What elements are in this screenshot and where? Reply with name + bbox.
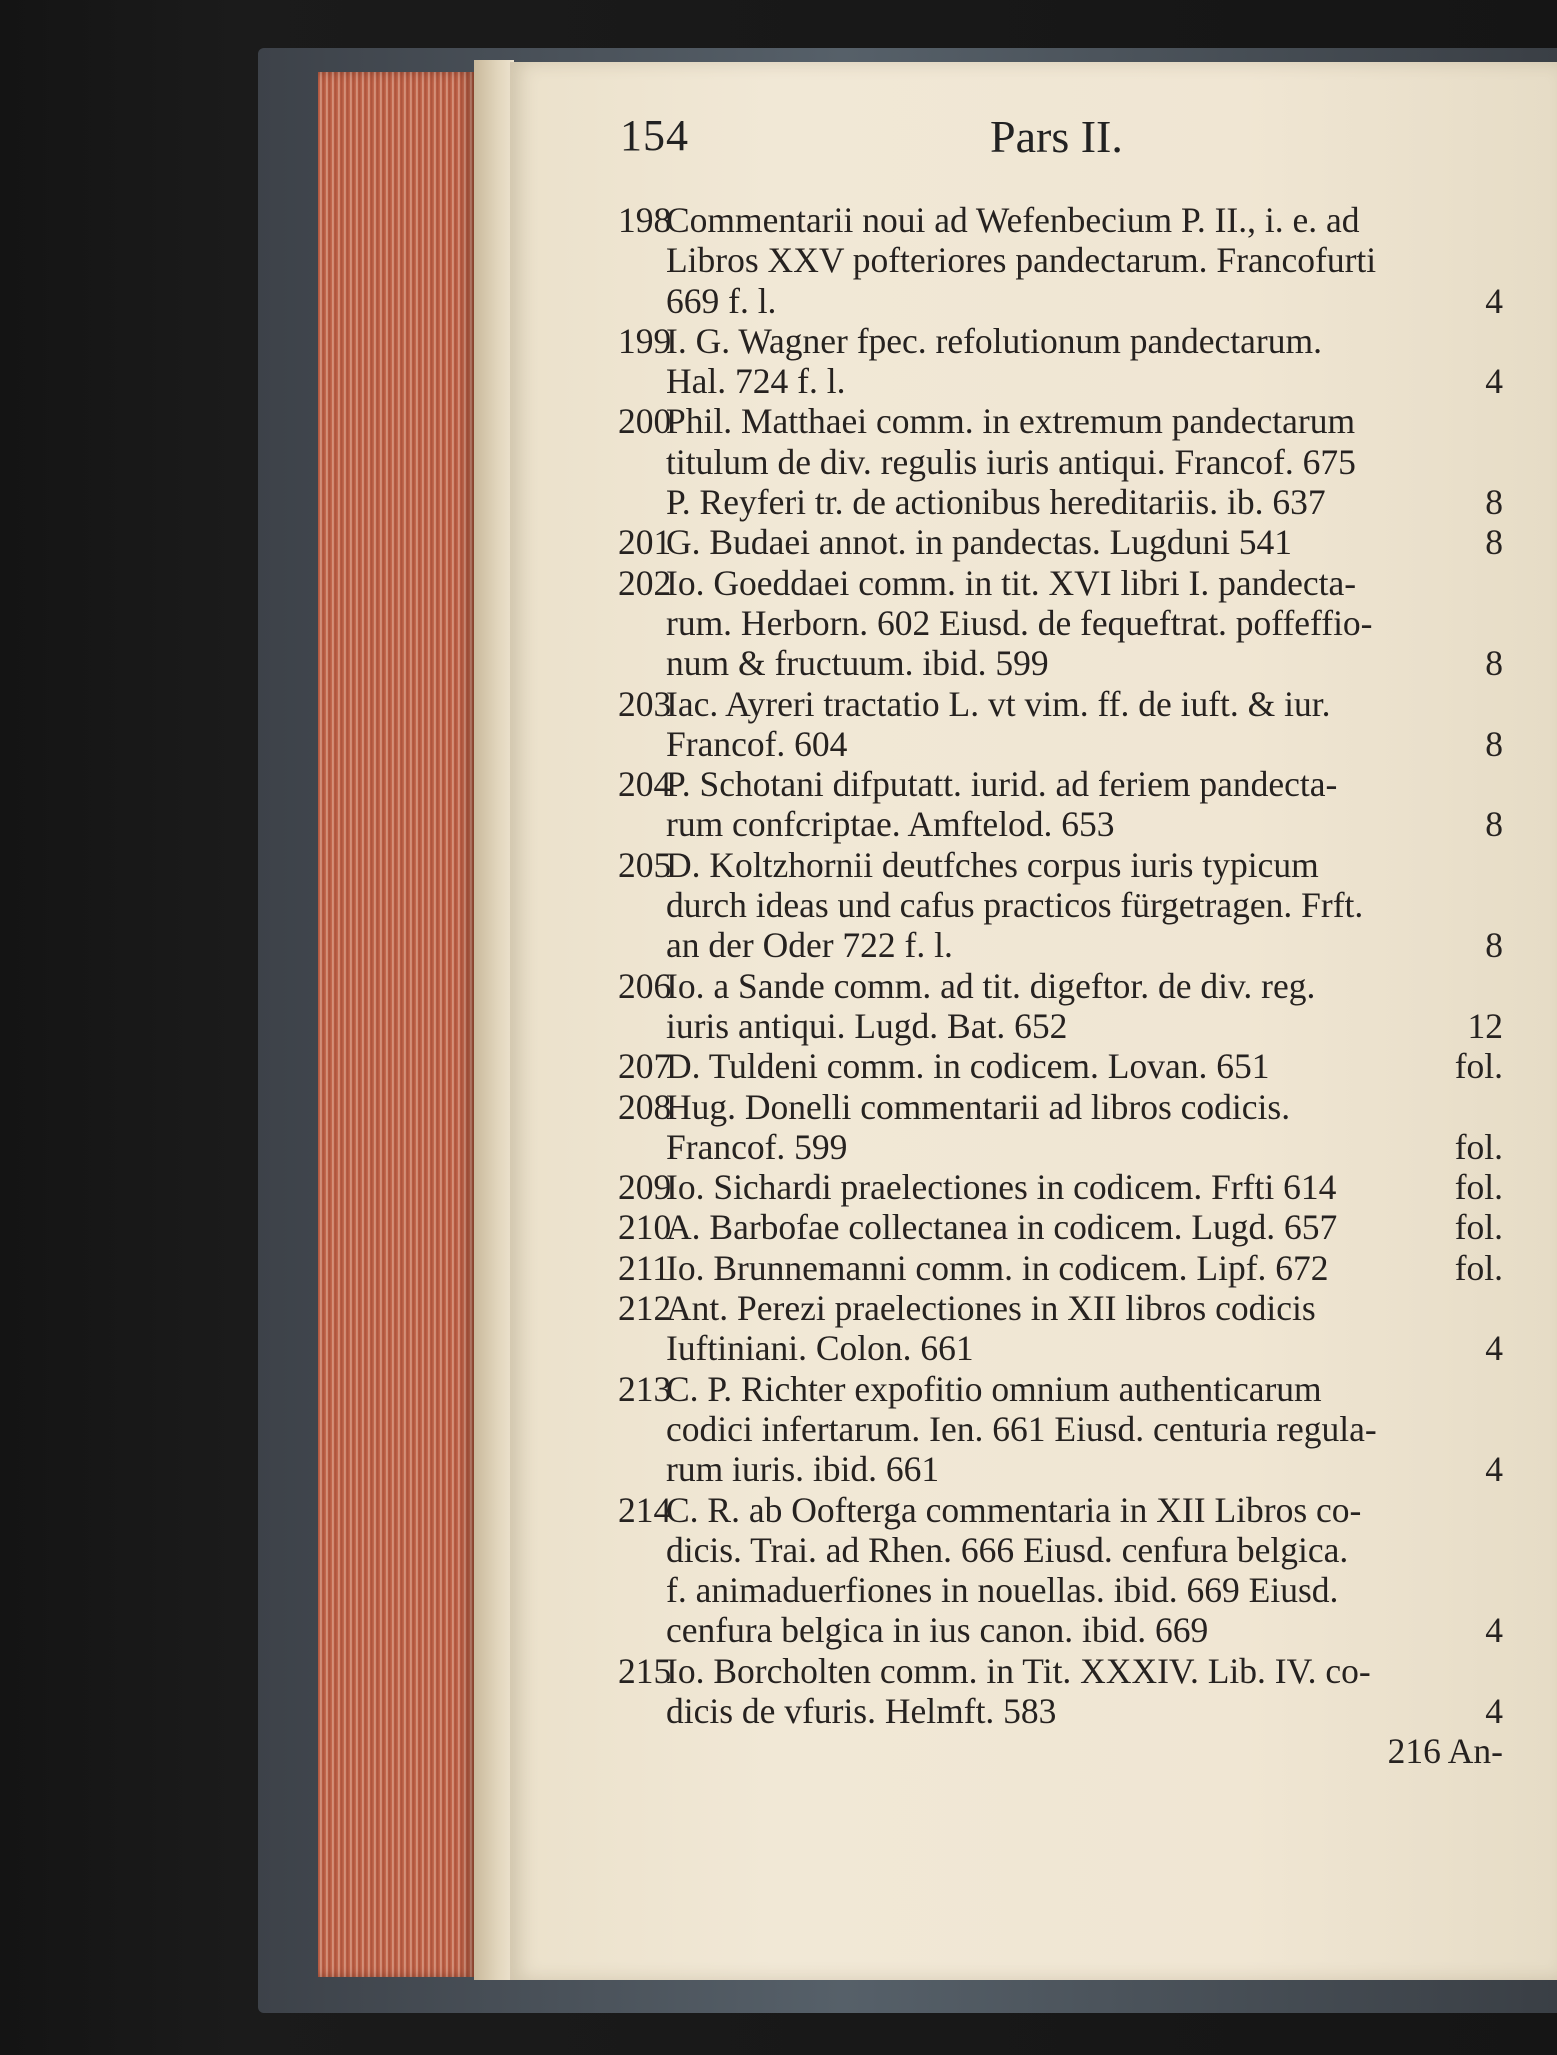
catalog-entry [618,200,1503,321]
entry-number: 215 [618,1650,672,1691]
entry-line [618,885,1503,925]
entry-line [618,1691,1503,1731]
entry-format: 8 [1485,723,1503,764]
entry-format: 8 [1485,643,1503,684]
entry-number: 206 [618,965,672,1006]
entry-line [618,442,1503,482]
entry-format: fol. [1454,1247,1503,1288]
entry-text: Phil. Matthaei comm. in extremum pandectarum [666,401,1356,442]
entry-line [618,1449,1503,1489]
entry-line [618,684,1503,724]
entry-text: Io. Brunnemanni comm. in codicem. Lipf. 672 [666,1247,1329,1288]
entry-line [618,1490,1503,1530]
entry-format: 12 [1467,1005,1503,1046]
entry-format: 4 [1485,1328,1503,1369]
entry-line [618,925,1503,965]
entry-line [618,845,1503,885]
entry-text: Hal. 724 f. l. [666,361,846,402]
entry-text: D. Tuldeni comm. in codicem. Lovan. 651 [666,1046,1270,1087]
entry-text: an der Oder 722 f. l. [666,925,953,966]
entry-text: P. Reyferi tr. de actionibus hereditariis. ib. 637 [666,482,1326,523]
entry-number: 198 [618,200,672,240]
entry-format: 4 [1485,361,1503,402]
entry-number: 211 [618,1247,670,1288]
page-gutter [474,60,514,1980]
entry-text: 669 f. l. [666,280,777,321]
entry-number: 205 [618,844,672,885]
entry-line [618,1087,1503,1127]
catalog-entry [618,401,1503,522]
entry-line [618,522,1503,562]
entry-format: 4 [1485,280,1503,321]
entry-text: rum iuris. ibid. 661 [666,1449,940,1490]
catalog-entry [618,1087,1503,1168]
catalog-entry [618,1490,1503,1651]
page-edges [318,72,474,1977]
entry-line [618,563,1503,603]
entry-number: 208 [618,1086,672,1127]
entry-line [618,764,1503,804]
entry-line [618,1127,1503,1167]
entry-text: Francof. 604 [666,723,848,764]
catchword-line [618,1731,1503,1771]
entry-line [618,1006,1503,1046]
entry-line [618,361,1503,401]
entry-text: Io. a Sande comm. ad tit. digeftor. de div. reg. [666,965,1316,1006]
entry-line [618,200,1503,240]
entry-format: fol. [1454,1207,1503,1248]
entry-number: 212 [618,1288,672,1329]
entry-format: 8 [1485,925,1503,966]
entry-line [618,1288,1503,1328]
entry-line [618,321,1503,361]
entry-line [618,240,1503,280]
entry-text: num & fructuum. ibid. 599 [666,643,1049,684]
entry-line [618,1651,1503,1691]
entry-line [618,1610,1503,1650]
entry-line [618,1167,1503,1207]
entry-number: 204 [618,764,672,805]
entry-text: G. Budaei annot. in pandectas. Lugduni 541 [666,522,1293,563]
entry-text: codici infertarum. Ien. 661 Eiusd. centuria regula- [666,1408,1377,1449]
entry-line [618,804,1503,844]
entry-format: 8 [1485,804,1503,845]
entry-text: Francof. 599 [666,1126,848,1167]
entry-number: 210 [618,1207,672,1248]
catalog-entry [618,1248,1503,1288]
entry-text: Io. Goeddaei comm. in tit. XVI libri I. pandecta- [666,562,1357,603]
entry-line [618,1409,1503,1449]
catalog-entry [618,1167,1503,1207]
catalog-entry [618,764,1503,845]
catalog-entry [618,563,1503,684]
catchword: 216 An- [1387,1731,1503,1772]
catalog-entry [618,1046,1503,1086]
entry-line [618,401,1503,441]
catalog-entry [618,1651,1503,1732]
entry-line [618,1328,1503,1368]
entry-number: 207 [618,1046,672,1087]
entry-format: fol. [1454,1126,1503,1167]
catalog-entry [618,1207,1503,1247]
entry-line [618,1570,1503,1610]
entry-text: cenfura belgica in ius canon. ibid. 669 [666,1610,1209,1651]
entry-text: Io. Borcholten comm. in Tit. XXXIV. Lib. IV. co- [666,1650,1371,1691]
catalog-entry [618,1288,1503,1369]
page-header [620,110,1520,180]
entry-number: 209 [618,1167,672,1208]
running-title: Pars II. [990,111,1123,162]
entry-text: durch ideas und cafus practicos fürgetragen. Frft. [666,885,1364,926]
entry-number: 214 [618,1489,672,1530]
entry-text: C. R. ab Oofterga commentaria in XII Libros co- [666,1489,1362,1530]
catalog-entry [618,321,1503,402]
entry-text: I. G. Wagner fpec. refolutionum pandectarum. [666,320,1322,361]
entry-format: 8 [1485,482,1503,523]
entry-line [618,1369,1503,1409]
entry-number: 203 [618,683,672,724]
catalog-entry [618,522,1503,562]
entry-format: 4 [1485,1690,1503,1731]
entry-text: dicis de vfuris. Helmft. 583 [666,1690,1057,1731]
entry-text: f. animaduerfiones in nouellas. ibid. 669 Eiusd. [666,1570,1339,1611]
entry-format: fol. [1454,1046,1503,1087]
entry-format: 4 [1485,1610,1503,1651]
entry-text: Iuftiniani. Colon. 661 [666,1328,974,1369]
entry-format: 4 [1485,1449,1503,1490]
entry-text: Libros XXV pofteriores pandectarum. Francofurti [666,240,1377,281]
entry-text: rum. Herborn. 602 Eiusd. de fequeftrat. poffeffio- [666,602,1373,643]
entry-line [618,603,1503,643]
entry-line [618,643,1503,683]
entry-text: Iac. Ayreri tractatio L. vt vim. ff. de iuft. & iur. [666,683,1331,724]
entry-line [618,966,1503,1006]
entry-line [618,1207,1503,1247]
catalog-entry [618,966,1503,1047]
entry-text: rum confcriptae. Amftelod. 653 [666,804,1115,845]
entry-text: Ant. Perezi praelectiones in XII libros codicis [666,1288,1316,1329]
page-number: 154 [620,111,689,160]
catalog-entry [618,684,1503,765]
entry-text: A. Barbofae collectanea in codicem. Lugd. 657 [666,1207,1338,1248]
entry-text: iuris antiqui. Lugd. Bat. 652 [666,1005,1068,1046]
entry-text: dicis. Trai. ad Rhen. 666 Eiusd. cenfura belgica. [666,1529,1349,1570]
entry-number: 213 [618,1368,672,1409]
entry-text: C. P. Richter expofitio omnium authenticarum [666,1368,1322,1409]
entry-number: 200 [618,401,672,442]
entry-text: Commentarii noui ad Wefenbecium P. II., i. e. ad [666,200,1360,240]
entry-text: D. Koltzhornii deutfches corpus iuris typicum [666,844,1319,885]
entry-number: 201 [618,522,672,563]
entry-line [618,281,1503,321]
catalog-entry [618,845,1503,966]
entry-format: fol. [1454,1167,1503,1208]
entry-number: 199 [618,320,672,361]
entry-line [618,724,1503,764]
entry-line [618,1248,1503,1288]
entry-text: Hug. Donelli commentarii ad libros codicis. [666,1086,1291,1127]
entry-line [618,482,1503,522]
entry-line [618,1046,1503,1086]
catalog-entries [618,200,1503,1772]
entry-text: titulum de div. regulis iuris antiqui. Francof. 675 [666,441,1356,482]
entry-number: 202 [618,562,672,603]
catalog-entry [618,1369,1503,1490]
entry-text: P. Schotani difputatt. iurid. ad feriem pandecta- [666,764,1338,805]
entry-text: Io. Sichardi praelectiones in codicem. Frfti 614 [666,1167,1337,1208]
entry-line [618,1530,1503,1570]
entry-format: 8 [1485,522,1503,563]
